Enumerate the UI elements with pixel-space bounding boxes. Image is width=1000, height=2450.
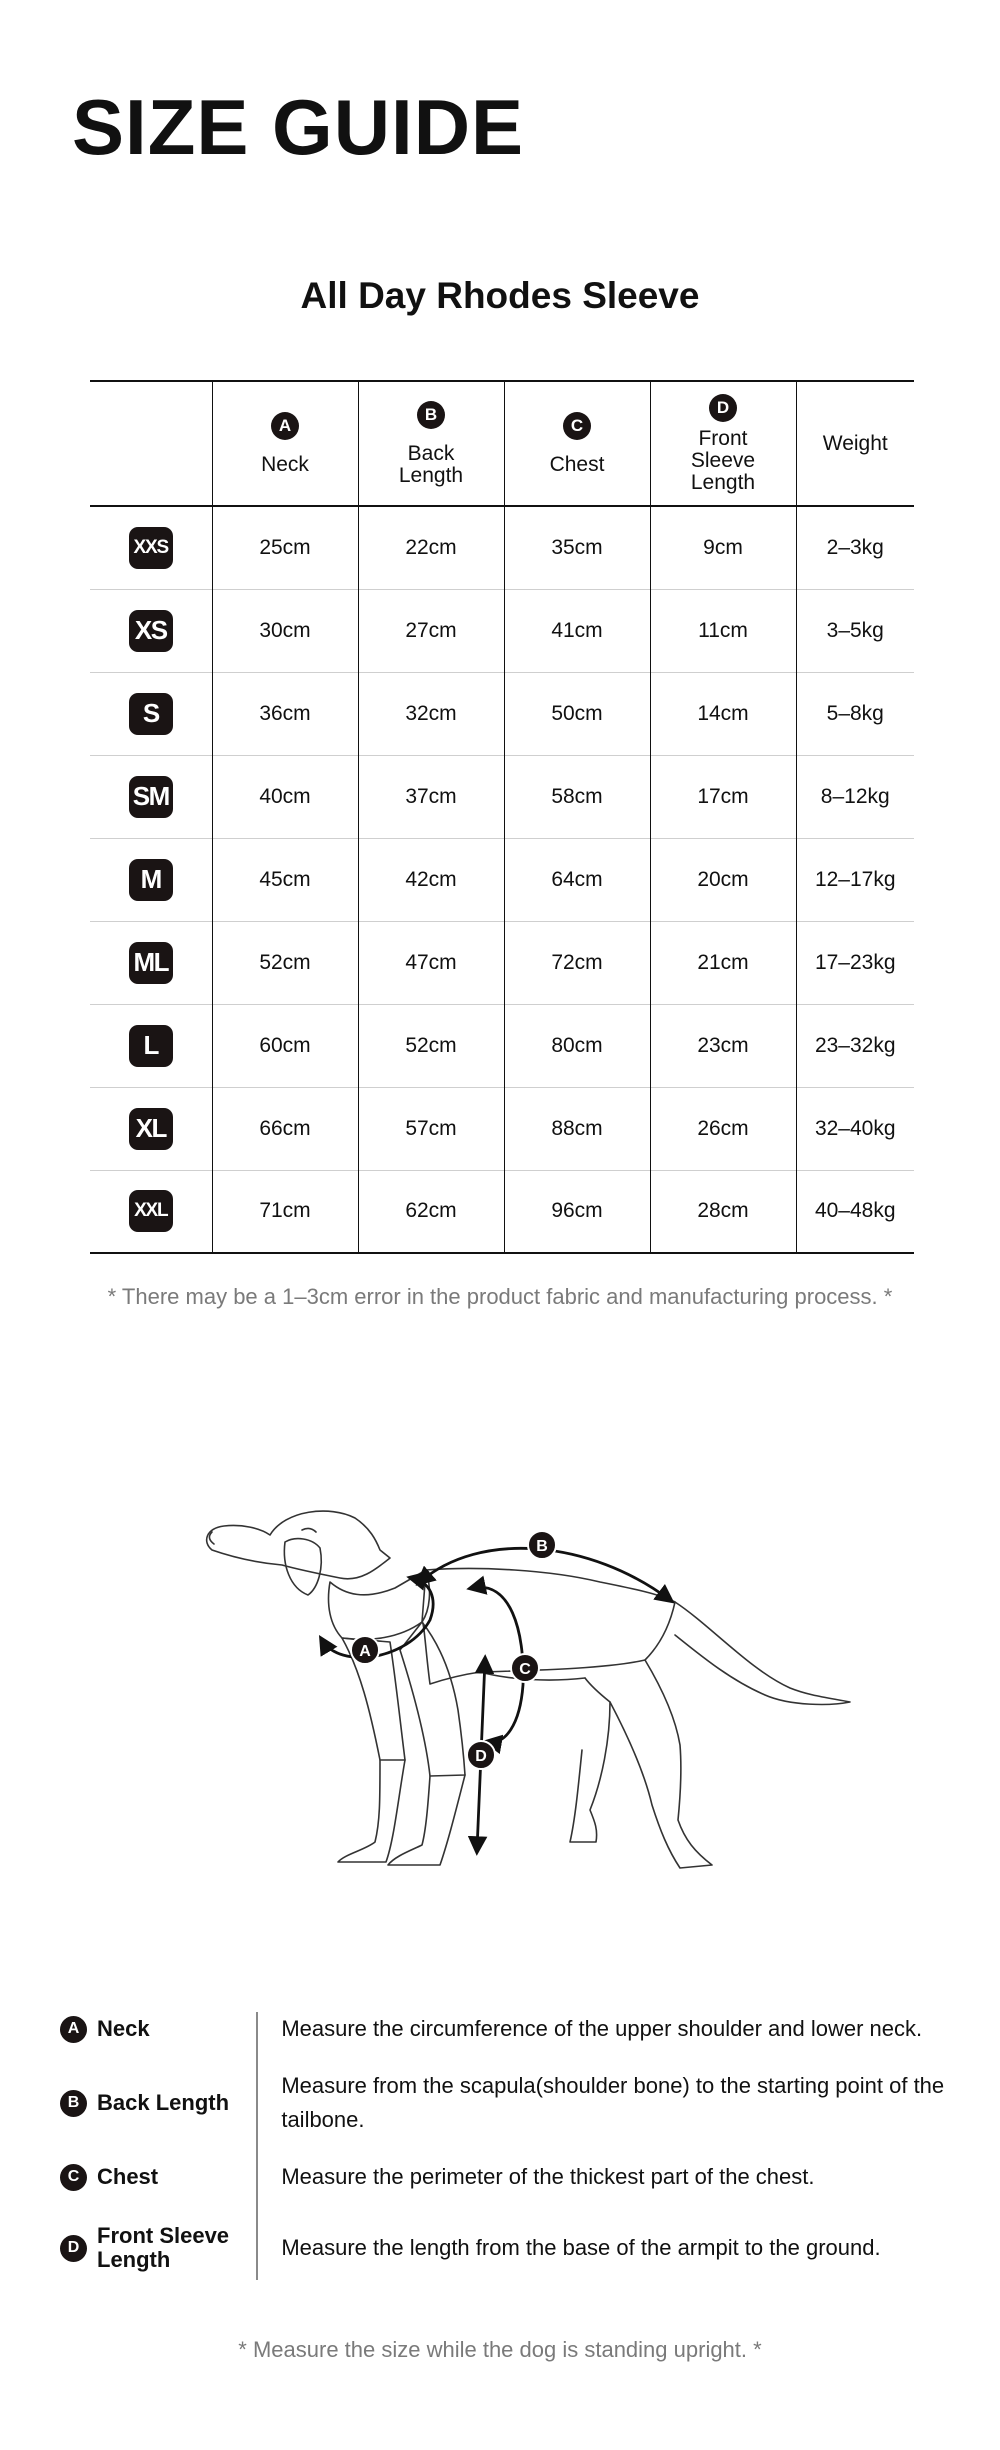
- diagram-marker-d: [467, 1741, 495, 1769]
- legend-row-chest: [56, 2158, 956, 2196]
- size-cell: [90, 921, 212, 1004]
- cell-sleeve: 26cm: [650, 1087, 796, 1170]
- coat-second-sleeve: [400, 1622, 465, 1776]
- cell-weight: 12–17kg: [814, 867, 896, 891]
- cell-sleeve: 21cm: [650, 921, 796, 1004]
- cell-chest: 35cm: [504, 506, 650, 589]
- table-row: [90, 589, 914, 672]
- cell-back: 32cm: [358, 672, 504, 755]
- cell-weight: 5–8kg: [826, 701, 884, 725]
- error-note: * There may be a 1–3cm error in the product fabric and manufacturing process. *: [107, 1284, 893, 1309]
- legend-description: Measure the circumference of the upper shoulder and lower neck.: [281, 2016, 923, 2041]
- legend-description: Measure the length from the base of the armpit to the ground.: [281, 2235, 881, 2260]
- dog-head-outline: [207, 1511, 390, 1579]
- header-neck: [212, 381, 358, 506]
- cell-weight: 2–3kg: [826, 535, 884, 559]
- cell-sleeve: 9cm: [650, 506, 796, 589]
- cell-weight: 32–40kg: [814, 1116, 896, 1140]
- marker-d-icon: D: [60, 2235, 87, 2262]
- cell-neck: 25cm: [212, 506, 358, 589]
- diagram-marker-c: [511, 1654, 539, 1682]
- cell-back: 62cm: [358, 1170, 504, 1253]
- cell-back: 42cm: [358, 838, 504, 921]
- table-row: [90, 506, 914, 589]
- cell-sleeve: 11cm: [650, 589, 796, 672]
- size-cell: [90, 506, 212, 589]
- cell-chest: 88cm: [504, 1087, 650, 1170]
- marker-b-icon: B: [417, 401, 445, 429]
- size-badge: XL: [129, 1108, 173, 1150]
- marker-b-label: B: [536, 1538, 548, 1555]
- dog-front-leg: [338, 1760, 405, 1862]
- marker-c-icon: C: [563, 412, 591, 440]
- cell-chest: 96cm: [504, 1170, 650, 1253]
- cell-back: 27cm: [358, 589, 504, 672]
- cell-neck: 71cm: [212, 1170, 358, 1253]
- header-chest: [504, 381, 650, 506]
- marker-d-icon: D: [709, 394, 737, 422]
- table-row: [90, 1087, 914, 1170]
- marker-a-icon: A: [60, 2016, 87, 2043]
- cell-weight: 17–23kg: [814, 950, 896, 974]
- size-cell: [90, 1087, 212, 1170]
- table-row: [90, 1004, 914, 1087]
- size-cell: [90, 672, 212, 755]
- size-badge: XS: [129, 610, 173, 652]
- table-row: [90, 838, 914, 921]
- legend-term: Back Length: [97, 2090, 230, 2115]
- header-label: Front Sleeve Length: [690, 426, 756, 494]
- dog-front-leg-2: [388, 1775, 465, 1865]
- table-row: [90, 672, 914, 755]
- standing-note: * Measure the size while the dog is standing upright. *: [238, 2337, 762, 2362]
- coat-body: [422, 1569, 675, 1685]
- diagram-marker-a: [351, 1636, 379, 1664]
- legend-row-back-length: [56, 2068, 956, 2138]
- cell-weight: 8–12kg: [820, 784, 890, 808]
- legend-description: Measure the perimeter of the thickest part of the chest.: [281, 2164, 815, 2189]
- dog-hind-leg-2: [570, 1702, 610, 1842]
- cell-neck: 60cm: [212, 1004, 358, 1087]
- dog-eye: [302, 1528, 316, 1532]
- marker-d-label: D: [475, 1748, 487, 1765]
- size-badge: M: [129, 859, 173, 901]
- cell-back: 57cm: [358, 1087, 504, 1170]
- dog-tail: [675, 1602, 850, 1704]
- cell-neck: 66cm: [212, 1087, 358, 1170]
- size-cell: [90, 589, 212, 672]
- cell-back: 37cm: [358, 755, 504, 838]
- diagram-marker-b: [528, 1531, 556, 1559]
- table-row: [90, 755, 914, 838]
- header-label: Back Length: [398, 441, 464, 487]
- header-label: Weight: [822, 431, 888, 455]
- size-table: [90, 380, 914, 1254]
- size-cell: [90, 838, 212, 921]
- table-row: [90, 1170, 914, 1253]
- size-badge: ML: [129, 942, 173, 984]
- legend-row-front-sleeve-length: [56, 2220, 956, 2276]
- cell-back: 22cm: [358, 506, 504, 589]
- product-title: All Day Rhodes Sleeve: [300, 275, 700, 316]
- marker-a-icon: A: [271, 412, 299, 440]
- header-front-sleeve-length: [650, 381, 796, 506]
- header-label: Chest: [549, 452, 605, 476]
- size-cell: [90, 755, 212, 838]
- cell-chest: 80cm: [504, 1004, 650, 1087]
- marker-b-icon: B: [60, 2090, 87, 2117]
- marker-c-icon: C: [60, 2164, 87, 2191]
- size-badge: SM: [129, 776, 173, 818]
- marker-a-label: A: [359, 1643, 371, 1660]
- cell-neck: 30cm: [212, 589, 358, 672]
- header-label: Neck: [261, 452, 309, 476]
- size-cell: [90, 1170, 212, 1253]
- cell-neck: 36cm: [212, 672, 358, 755]
- table-header-row: [90, 381, 914, 506]
- header-size-cell: [90, 381, 212, 506]
- size-badge: L: [129, 1025, 173, 1067]
- cell-sleeve: 17cm: [650, 755, 796, 838]
- header-weight: [796, 381, 914, 506]
- cell-neck: 52cm: [212, 921, 358, 1004]
- legend-description: Measure from the scapula(shoulder bone) to the starting point of the tailbone.: [281, 2073, 945, 2132]
- cell-neck: 40cm: [212, 755, 358, 838]
- dog-measurement-diagram: [190, 1470, 890, 1940]
- cell-chest: 50cm: [504, 672, 650, 755]
- cell-sleeve: 23cm: [650, 1004, 796, 1087]
- cell-back: 52cm: [358, 1004, 504, 1087]
- legend-term: Chest: [97, 2164, 159, 2189]
- size-badge: XXS: [129, 527, 173, 569]
- cell-weight: 3–5kg: [826, 618, 884, 642]
- size-badge: S: [129, 693, 173, 735]
- dog-nose: [209, 1532, 214, 1544]
- size-cell: [90, 1004, 212, 1087]
- page-title: SIZE GUIDE: [72, 83, 525, 171]
- cell-weight: 40–48kg: [814, 1199, 896, 1223]
- cell-chest: 64cm: [504, 838, 650, 921]
- cell-sleeve: 20cm: [650, 838, 796, 921]
- table-row: [90, 921, 914, 1004]
- coat-collar: [329, 1570, 430, 1639]
- legend-term: Neck: [97, 2016, 150, 2041]
- cell-sleeve: 14cm: [650, 672, 796, 755]
- cell-neck: 45cm: [212, 838, 358, 921]
- cell-sleeve: 28cm: [650, 1170, 796, 1253]
- size-badge: XXL: [129, 1190, 173, 1232]
- legend-row-neck: [56, 2010, 956, 2048]
- cell-weight: 23–32kg: [814, 1033, 896, 1057]
- cell-back: 47cm: [358, 921, 504, 1004]
- cell-chest: 72cm: [504, 921, 650, 1004]
- marker-c-label: C: [519, 1661, 531, 1678]
- legend-term: Front Sleeve Length: [97, 2223, 230, 2272]
- cell-chest: 41cm: [504, 589, 650, 672]
- header-back-length: [358, 381, 504, 506]
- cell-chest: 58cm: [504, 755, 650, 838]
